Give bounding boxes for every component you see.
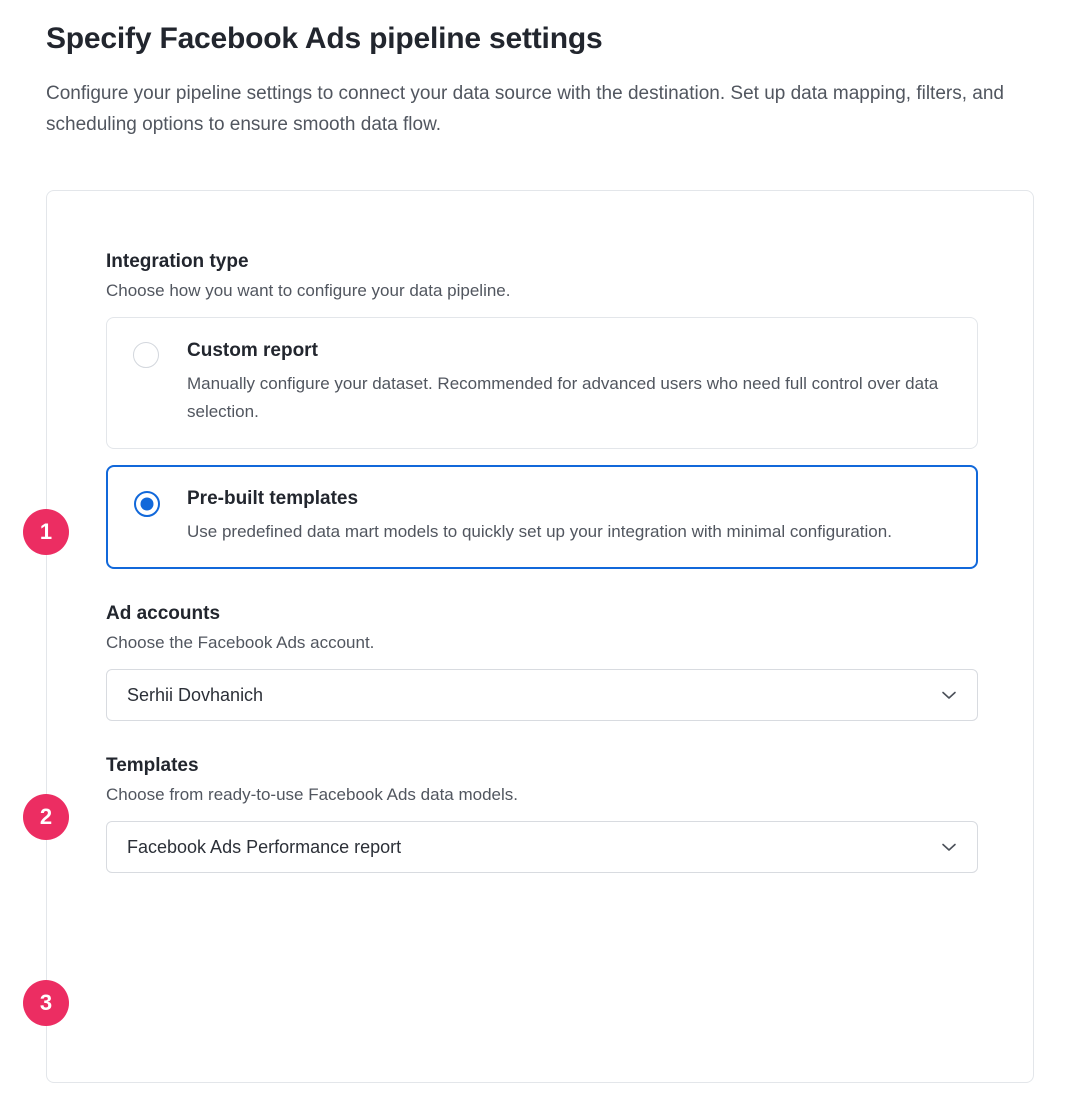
templates-selected-value: Facebook Ads Performance report xyxy=(127,836,402,857)
ad-accounts-field xyxy=(106,603,978,721)
settings-card xyxy=(46,190,1034,1083)
settings-card-content xyxy=(106,251,978,873)
radio-description-custom-report: Manually configure your dataset. Recommended for advanced users who need full control over data selection. xyxy=(187,374,939,421)
chevron-down-icon[interactable] xyxy=(939,685,959,705)
templates-field xyxy=(106,755,978,873)
templates-heading: Templates xyxy=(106,755,199,776)
radio-option-custom-report[interactable] xyxy=(106,317,978,449)
radio-icon-pre-built-templates[interactable] xyxy=(134,491,160,517)
templates-description: Choose from ready-to-use Facebook Ads data models. xyxy=(106,785,518,804)
radio-description-pre-built-templates: Use predefined data mart models to quickly set up your integration with minimal configuration. xyxy=(187,522,892,541)
templates-select[interactable] xyxy=(106,821,978,873)
radio-label-custom-report: Custom report xyxy=(187,340,318,361)
page-title: Specify Facebook Ads pipeline settings xyxy=(46,22,603,55)
ad-accounts-select[interactable] xyxy=(106,669,978,721)
radio-icon-custom-report[interactable] xyxy=(133,342,159,368)
ad-accounts-description: Choose the Facebook Ads account. xyxy=(106,633,375,652)
step-marker-1: 1 xyxy=(23,509,69,555)
step-marker-2: 2 xyxy=(23,794,69,840)
ad-accounts-heading: Ad accounts xyxy=(106,603,221,624)
integration-type-description: Choose how you want to configure your data pipeline. xyxy=(106,281,511,300)
chevron-down-icon[interactable] xyxy=(939,837,959,857)
integration-type-heading: Integration type xyxy=(106,251,249,272)
radio-option-pre-built-templates[interactable] xyxy=(106,465,978,569)
ad-accounts-selected-value: Serhii Dovhanich xyxy=(127,684,264,705)
radio-label-pre-built-templates: Pre-built templates xyxy=(187,488,359,509)
step-marker-3: 3 xyxy=(23,980,69,1026)
page-subtitle: Configure your pipeline settings to connect your data source with the destination. Set up data mapping, filters, and scheduling options to ensure smooth data flow. xyxy=(46,83,1004,135)
radio-selected-dot-icon xyxy=(141,498,154,511)
